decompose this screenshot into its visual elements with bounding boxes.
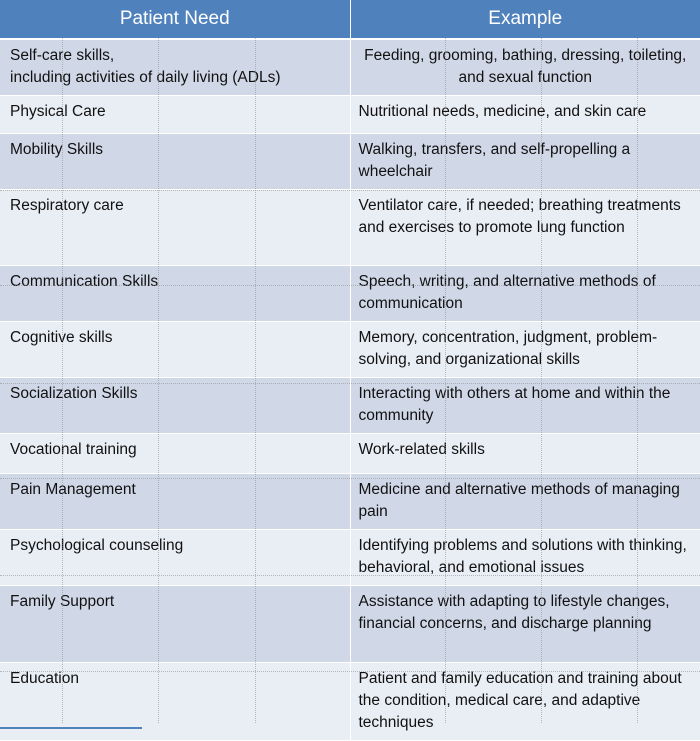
table-row (0, 134, 700, 190)
example-cell: Assistance with adapting to lifestyle changes, financial concerns, and discharge planning (350, 586, 700, 663)
need-cell: Mobility Skills (0, 134, 350, 190)
need-cell: Pain Management (0, 474, 350, 530)
example-cell: Identifying problems and solutions with thinking, behavioral, and emotional issues (350, 530, 700, 586)
header-patient-need: Patient Need (0, 0, 350, 39)
need-cell: Cognitive skills (0, 322, 350, 378)
need-cell: Socialization Skills (0, 378, 350, 434)
need-cell: Respiratory care (0, 190, 350, 266)
example-cell: Ventilator care, if needed; breathing treatments and exercises to promote lung function (350, 190, 700, 266)
table-row (0, 434, 700, 474)
table-row (0, 378, 700, 434)
table-row (0, 530, 700, 586)
example-cell: Speech, writing, and alternative methods of communication (350, 266, 700, 322)
need-cell: Self-care skills, including activities of daily living (ADLs) (0, 39, 350, 96)
example-cell: Work-related skills (350, 434, 700, 474)
table-row (0, 39, 700, 96)
need-cell: Physical Care (0, 96, 350, 134)
table-row (0, 96, 700, 134)
table-row (0, 190, 700, 266)
header-example: Example (350, 0, 700, 39)
need-cell: Communication Skills (0, 266, 350, 322)
table-header-row (0, 0, 700, 39)
example-cell: Nutritional needs, medicine, and skin care (350, 96, 700, 134)
need-cell: Education (0, 663, 350, 741)
need-cell: Vocational training (0, 434, 350, 474)
example-cell: Medicine and alternative methods of managing pain (350, 474, 700, 530)
example-cell: Memory, concentration, judgment, problem-solving, and organizational skills (350, 322, 700, 378)
table-row (0, 474, 700, 530)
example-cell: Walking, transfers, and self-propelling a wheelchair (350, 134, 700, 190)
example-cell: Patient and family education and training about the condition, medical care, and adaptive techniques (350, 663, 700, 741)
table-row (0, 266, 700, 322)
table-row (0, 586, 700, 663)
need-cell: Psychological counseling (0, 530, 350, 586)
need-cell: Family Support (0, 586, 350, 663)
example-cell: Feeding, grooming, bathing, dressing, toileting, and sexual function (350, 39, 700, 96)
example-cell: Interacting with others at home and within the community (350, 378, 700, 434)
table-row (0, 322, 700, 378)
